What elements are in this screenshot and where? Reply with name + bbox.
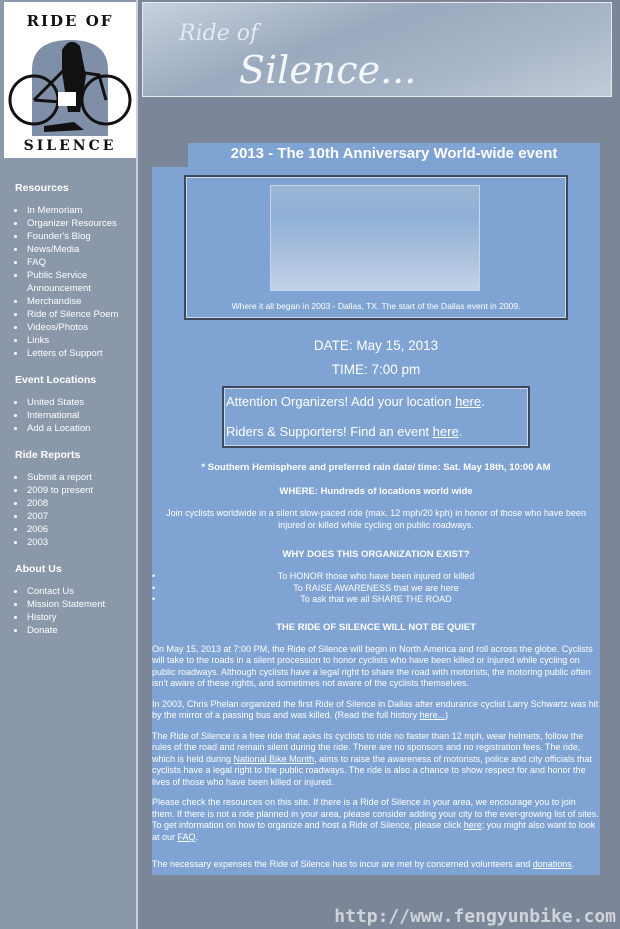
organizers-line: Attention Organizers! Add your location here. <box>226 394 485 409</box>
sidebar-heading: Ride Reports <box>15 449 81 461</box>
sidebar-item <box>0 334 138 347</box>
sidebar-item <box>0 347 138 360</box>
sidebar-link[interactable]: Letters of Support <box>27 348 103 359</box>
logo-bottom-text: SILENCE <box>23 138 117 154</box>
sidebar-link[interactable]: 2003 <box>27 537 49 548</box>
sidebar-link[interactable]: Ride of Silence Poem <box>27 309 119 320</box>
sidebar-item <box>0 217 138 230</box>
sidebar-item <box>0 321 138 334</box>
photo-box <box>184 175 568 320</box>
logo-top-text: RIDE OF <box>26 12 114 30</box>
history-link[interactable]: here... <box>419 710 446 720</box>
paragraph-history <box>152 699 600 722</box>
sidebar-link[interactable]: Merchandise <box>27 296 82 307</box>
sidebar-list <box>0 396 138 435</box>
sidebar-item <box>0 585 138 598</box>
sidebar-item <box>0 295 138 308</box>
sidebar-link[interactable]: Donate <box>27 625 58 636</box>
about-text-end: , aims to raise the awareness of motorists, police and city officials that cyclists have a legal right to the public roadways. The ride is also a chance to show respect for and honor the lives of those who have been killed or injured. <box>152 753 593 787</box>
sidebar-item <box>0 243 138 256</box>
page-title: 2013 - The 10th Anniversary World-wide event <box>188 143 600 167</box>
sidebar-nav <box>0 182 138 651</box>
sidebar-link[interactable]: Public Service Announcement <box>27 270 91 294</box>
cta-box <box>222 386 530 448</box>
sidebar-item <box>0 269 138 295</box>
sidebar-item <box>0 256 138 269</box>
header-banner <box>142 2 612 97</box>
sidebar-list <box>0 471 138 549</box>
sidebar-item <box>0 484 138 497</box>
donations-text: The necessary expenses the Ride of Silence has to incur are met by concerned volunteers and <box>152 859 533 869</box>
add-location-link[interactable]: here <box>455 394 482 409</box>
why-list <box>152 571 600 606</box>
quiet-heading: THE RIDE OF SILENCE WILL NOT BE QUIET <box>276 621 476 633</box>
history-text: In 2003, Chris Phelan organized the first Ride of Silence in Dallas after endurance cyclist Larry Schwartz was hit by the mirror of a passing bus and was killed. (Read the full history <box>152 698 599 720</box>
sidebar-link[interactable]: United States <box>27 397 85 408</box>
sidebar-link[interactable]: Videos/Photos <box>27 322 89 333</box>
history-end: ) <box>445 710 449 720</box>
sidebar-item <box>0 409 138 422</box>
cyclist-logo-icon <box>4 30 136 136</box>
sidebar-item <box>0 230 138 243</box>
sidebar-heading: Resources <box>15 182 69 194</box>
sidebar-item <box>0 497 138 510</box>
banner-title-line2: Silence... <box>239 48 417 92</box>
sidebar-link[interactable]: Submit a report <box>27 472 92 483</box>
sidebar-link[interactable]: News/Media <box>27 244 80 255</box>
donations-end: . <box>571 859 575 869</box>
logo[interactable] <box>4 2 136 158</box>
sidebar-item <box>0 598 138 611</box>
sidebar-link[interactable]: Mission Statement <box>27 599 106 610</box>
why-item: • To RAISE AWARENESS that we are here <box>152 582 459 593</box>
sidebar-link[interactable]: 2007 <box>27 511 49 522</box>
sidebar-item <box>0 396 138 409</box>
where-text: WHERE: Hundreds of locations world wide <box>279 486 473 497</box>
event-date: DATE: May 15, 2013 <box>313 338 439 353</box>
sidebar-list <box>0 585 138 637</box>
event-time: TIME: 7:00 pm <box>331 362 421 377</box>
why-item-text: To RAISE AWARENESS that we are here <box>293 582 459 593</box>
riders-text: Riders & Supporters! Find an event <box>226 424 433 439</box>
resources-text: Please check the resources on this site. If there is a Ride of Silence in your area, we encourage you to join them. If there is not a ride planned in your area, please consider adding your city to the ever-growing list of sites. To get information on how to organize and host a Ride of Silence, please click <box>152 797 599 830</box>
sidebar-link[interactable]: 2006 <box>27 524 49 535</box>
sidebar-item <box>0 624 138 637</box>
sidebar-link[interactable]: History <box>27 612 57 623</box>
sidebar-item <box>0 308 138 321</box>
resources-text-mid: ; you might also want to look at our <box>152 820 596 842</box>
sidebar-heading: About Us <box>15 563 62 575</box>
sidebar-list <box>0 204 138 360</box>
sidebar-item <box>0 471 138 484</box>
why-item: • To HONOR those who have been injured or killed <box>152 571 475 581</box>
content-panel <box>152 167 600 875</box>
southern-hemisphere-note: * Southern Hemisphere and preferred rain date/ time: Sat. May 18th, 10:00 AM <box>201 462 551 473</box>
national-bike-month-link[interactable]: National Bike Month <box>233 753 315 764</box>
donations-link[interactable]: donations <box>532 859 572 869</box>
sidebar-link[interactable]: International <box>27 410 80 421</box>
organize-here-link[interactable]: here <box>463 820 482 830</box>
find-event-link[interactable]: here <box>432 424 459 439</box>
sidebar-link[interactable]: In Memoriam <box>27 205 83 216</box>
riders-line: Riders & Supporters! Find an event here. <box>226 424 463 439</box>
faq-link[interactable]: FAQ <box>177 831 196 842</box>
banner-title-line1: Ride of <box>179 21 259 46</box>
sidebar-item <box>0 523 138 536</box>
sidebar-link[interactable]: FAQ <box>27 257 47 268</box>
body-text <box>152 644 600 871</box>
about-text: The Ride of Silence is a free ride that asks its cyclists to ride no faster than 12 mph, wear helmets, follow the rules of the road and remain silent during the ride. There are no sponsors and no registration fees. The ride, which is held during <box>152 730 584 764</box>
dallas-ride-photo[interactable] <box>270 185 480 291</box>
sidebar-link[interactable]: Founder's Blog <box>27 231 91 242</box>
photo-caption: Where it all began in 2003 - Dallas, TX. The start of the Dallas event in 2009. <box>231 301 521 311</box>
why-heading: WHY DOES THIS ORGANIZATION EXIST? <box>282 549 470 560</box>
join-text: Join cyclists worldwide in a silent slow-paced ride (max. 12 mph/20 kph) in honor of those who have been injured or killed while cycling on public roadways. <box>166 508 586 530</box>
sidebar-link[interactable]: 2008 <box>27 498 49 509</box>
sidebar-item <box>0 611 138 624</box>
paragraph-donations <box>152 859 600 871</box>
why-item-text: To HONOR those who have been injured or killed <box>277 571 475 581</box>
paragraph-intro: On May 15, 2013 at 7:00 PM, the Ride of Silence will begin in North America and roll across the globe. Cyclists will take to the roads in a silent procession to honor cyclists who have been killed or injured while cycling on public roadways. Although cyclists have a legal right to share the road with motorists, the motoring public often isn't aware of these rights, and sometimes not aware of the cyclists themselves. <box>152 643 593 688</box>
sidebar <box>0 0 138 929</box>
sidebar-link[interactable]: Organizer Resources <box>27 218 117 229</box>
resources-end: . <box>195 831 199 842</box>
main-content <box>152 143 600 879</box>
sidebar-item <box>0 422 138 435</box>
sidebar-item <box>0 536 138 549</box>
sidebar-link[interactable]: Links <box>27 335 50 346</box>
paragraph-resources <box>152 797 600 843</box>
sidebar-link[interactable]: Add a Location <box>27 423 91 434</box>
sidebar-item <box>0 204 138 217</box>
sidebar-link[interactable]: 2009 to present <box>27 485 94 496</box>
organizers-text: Attention Organizers! Add your location <box>226 394 456 409</box>
why-item: • To ask that we all SHARE THE ROAD <box>152 594 452 604</box>
watermark: http://www.fengyunbike.com <box>334 906 616 927</box>
sidebar-heading: Event Locations <box>15 374 97 386</box>
sidebar-link[interactable]: Contact Us <box>27 586 74 597</box>
sidebar-item <box>0 510 138 523</box>
why-item-text: To ask that we all SHARE THE ROAD <box>300 594 452 604</box>
paragraph-about-ride <box>152 731 600 789</box>
